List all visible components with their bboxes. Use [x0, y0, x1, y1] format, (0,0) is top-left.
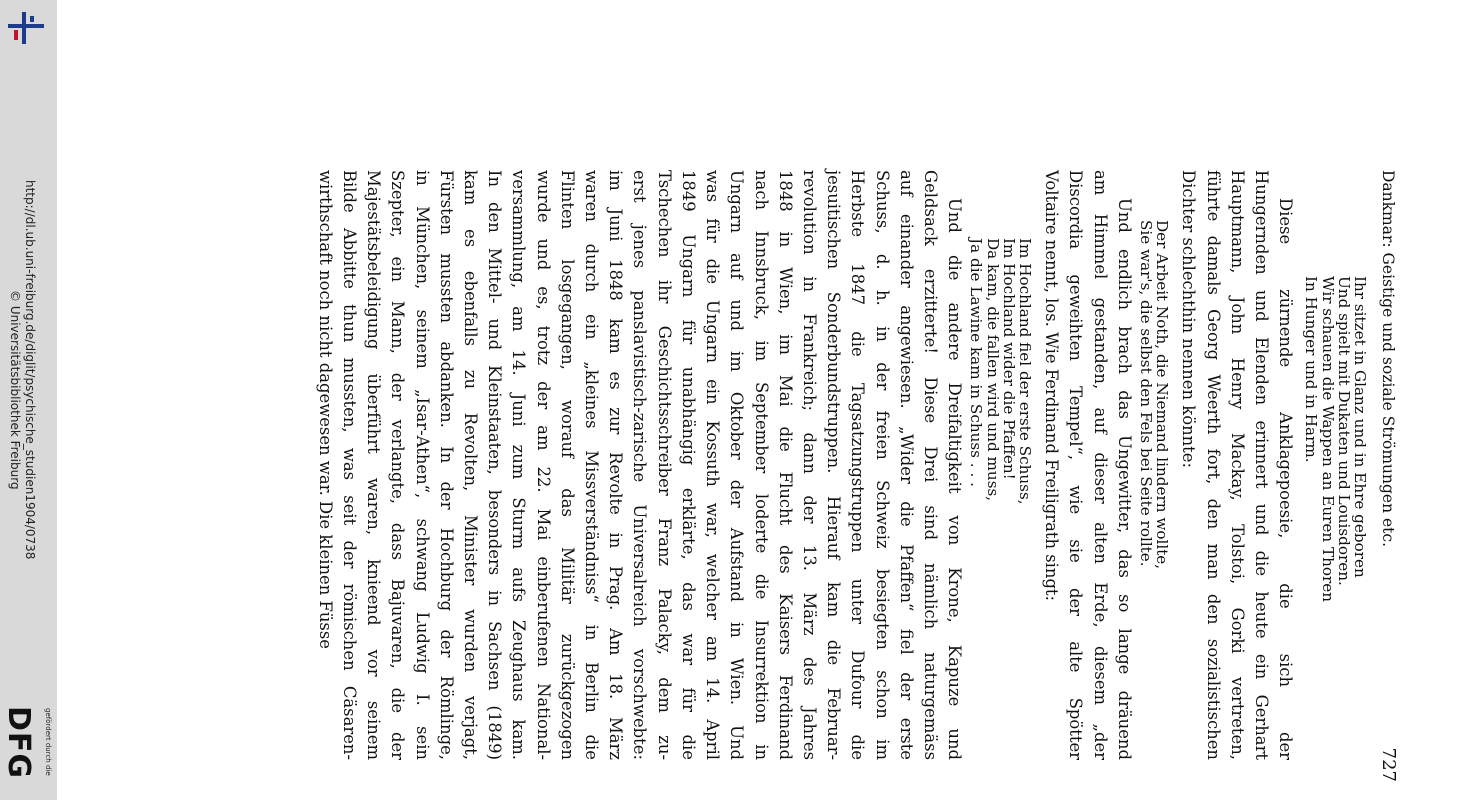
- text-line: Geldsack erzitterte! Diese Drei sind nämlich naturgemäss: [920, 170, 940, 760]
- text-line: wurde und es, trotz der am 22. Mai einberufenen National-: [533, 170, 553, 760]
- verse-line: Sie war's, die selbst den Fels bei Seite rollte.: [1136, 220, 1155, 567]
- text-line: Hauptmann, John Henry Mackay, Tolstoi, Gorki vertreten,: [1227, 170, 1247, 760]
- text-line: Herbste 1847 die Tagsatzungstruppen unter Dufour die: [848, 170, 868, 760]
- text-line: kam es ebenfalls zu Revolten, Minister wurden verjagt,: [461, 170, 481, 760]
- funding-note: gefördert durch die: [44, 708, 52, 776]
- copyright-notice: © Universitätsbibliothek Freiburg: [8, 290, 22, 490]
- text-line: Discordia geweihten Tempel“, wie sie der alte Spötter: [1066, 170, 1086, 760]
- text-line: revolution in Frankreich; dann der 13. März des Jahres: [799, 170, 819, 760]
- text-line: am Himmel gestanden, auf dieser alten Erde, diesem „der: [1090, 170, 1110, 760]
- text-line: versammlung, am 14. Juni zum Sturm aufs Zeughaus kam.: [509, 170, 529, 760]
- text-line: jesuitischen Sonderbundstruppen. Hierauf kam die Februar-: [824, 170, 844, 760]
- verse-block-2: [1138, 170, 1170, 760]
- paragraph-2: [1039, 170, 1136, 760]
- page-content: [313, 170, 1400, 782]
- verse-line: Der Arbeit Noth, die Niemand lindern wollte,: [1153, 220, 1172, 570]
- text-line: nach Innsbruck, im September loderte die Insurrektion in: [751, 170, 771, 760]
- text-line: Majestätsbeleidigung überführt waren, knieend vor seinem: [364, 170, 384, 760]
- text-line: wirthschaft noch nicht dagewesen war. Die kleinen Füsse: [315, 170, 335, 649]
- text-line: Und endlich brach das Ungewitter, das so lange dräuend: [1114, 198, 1134, 760]
- verse-line: Im Hochland wider die Pfaffen!: [999, 238, 1018, 480]
- verse-line: Wir schauen die Wappen an Euren Thoren: [1318, 276, 1337, 603]
- text-line: Dichter schlechthin nennen könnte:: [1179, 170, 1199, 468]
- verse-block-1: [1303, 170, 1368, 760]
- verse-line: Da kam, die fallen wird und muss,: [983, 238, 1002, 502]
- text-line: Fürsten mussten abdanken. In der Hochburg der Römlinge,: [436, 170, 456, 760]
- source-url[interactable]: http://dl.ub.uni-freiburg.de/diglit/psychische_studien1904/0738: [23, 180, 37, 560]
- verse-block-3: [968, 170, 1033, 760]
- page-number: 727: [1378, 747, 1399, 782]
- dfg-logo: DFG: [1, 706, 36, 780]
- verse-line: Ihr sitzet in Glanz und in Ehre geboren: [1351, 276, 1369, 578]
- verse-line: Ja die Lawine kam in Schuss . . .: [967, 238, 986, 487]
- verse-line: In Hunger und in Harm.: [1302, 276, 1321, 463]
- text-line: Diese zürnende Anklagepoesie, die sich der: [1276, 198, 1296, 760]
- text-line: Hungernden und Elenden erinnert und die heute ein Gerhart: [1251, 170, 1271, 760]
- verse-line: Und spielt mit Dukaten und Louisdoren.: [1334, 276, 1353, 586]
- text-line: Und die andere Dreifaltigkeit von Krone, Kapuze und: [945, 198, 965, 760]
- paragraph-3: [313, 170, 966, 760]
- text-line: 1849 Ungarn für unabhängig erklärte, das war für die: [678, 170, 698, 760]
- text-line: Szepter, ein Mann, der verlangte, dass Bajuvaren, die der: [388, 170, 408, 760]
- text-line: führte damals Georg Weerth fort, den man den sozialistischen: [1203, 170, 1223, 760]
- text-line: im Juni 1848 kam es zur Revolte in Prag. Am 18. März: [606, 170, 626, 760]
- paragraph-1: [1176, 170, 1297, 760]
- text-line: In den Mittel- und Kleinstaaten, besonders in Sachsen (1849): [485, 170, 505, 760]
- text-line: Tschechen ihr Geschichtsschreiber Franz Palacky, dem zu-: [654, 170, 674, 760]
- text-line: Schuss, d. h. in der freien Schweiz besiegten schon im: [872, 170, 892, 760]
- text-line: in München, seinem „Isar-Athen“, schwang Ludwig I. sein: [412, 170, 432, 760]
- text-line: Voltaire nennt, los. Wie Ferdinand Freiligrath singt:: [1042, 170, 1062, 602]
- verse-line: Im Hochland fiel der erste Schuss,: [1015, 238, 1034, 505]
- text-line: Ungarn auf und im Oktober der Aufstand in Wien. Und: [727, 170, 747, 760]
- text-line: waren durch ein „kleines Missverständniss“ in Berlin die: [582, 170, 602, 760]
- text-line: erst jenes panslavistisch-zarische Universalreich vorschwebte:: [630, 170, 650, 760]
- text-line: Bilde Abbitte thun mussten, was seit der römischen Cäsaren-: [340, 170, 360, 760]
- text-line: Flinten losgegangen, worauf das Militär zurückgezogen: [557, 170, 577, 760]
- text-line: auf einander angewiesen. „Wider die Pfaffen“ fiel der erste: [896, 170, 916, 760]
- text-line: was für die Ungarn ein Kossuth war, welcher am 14. April: [703, 170, 723, 760]
- page-header: [1372, 170, 1400, 782]
- text-line: 1848 in Wien, im Mai die Flucht des Kaisers Ferdinand: [775, 170, 795, 760]
- running-title: Dankmar: Geistige und soziale Strömungen etc.: [1379, 170, 1397, 548]
